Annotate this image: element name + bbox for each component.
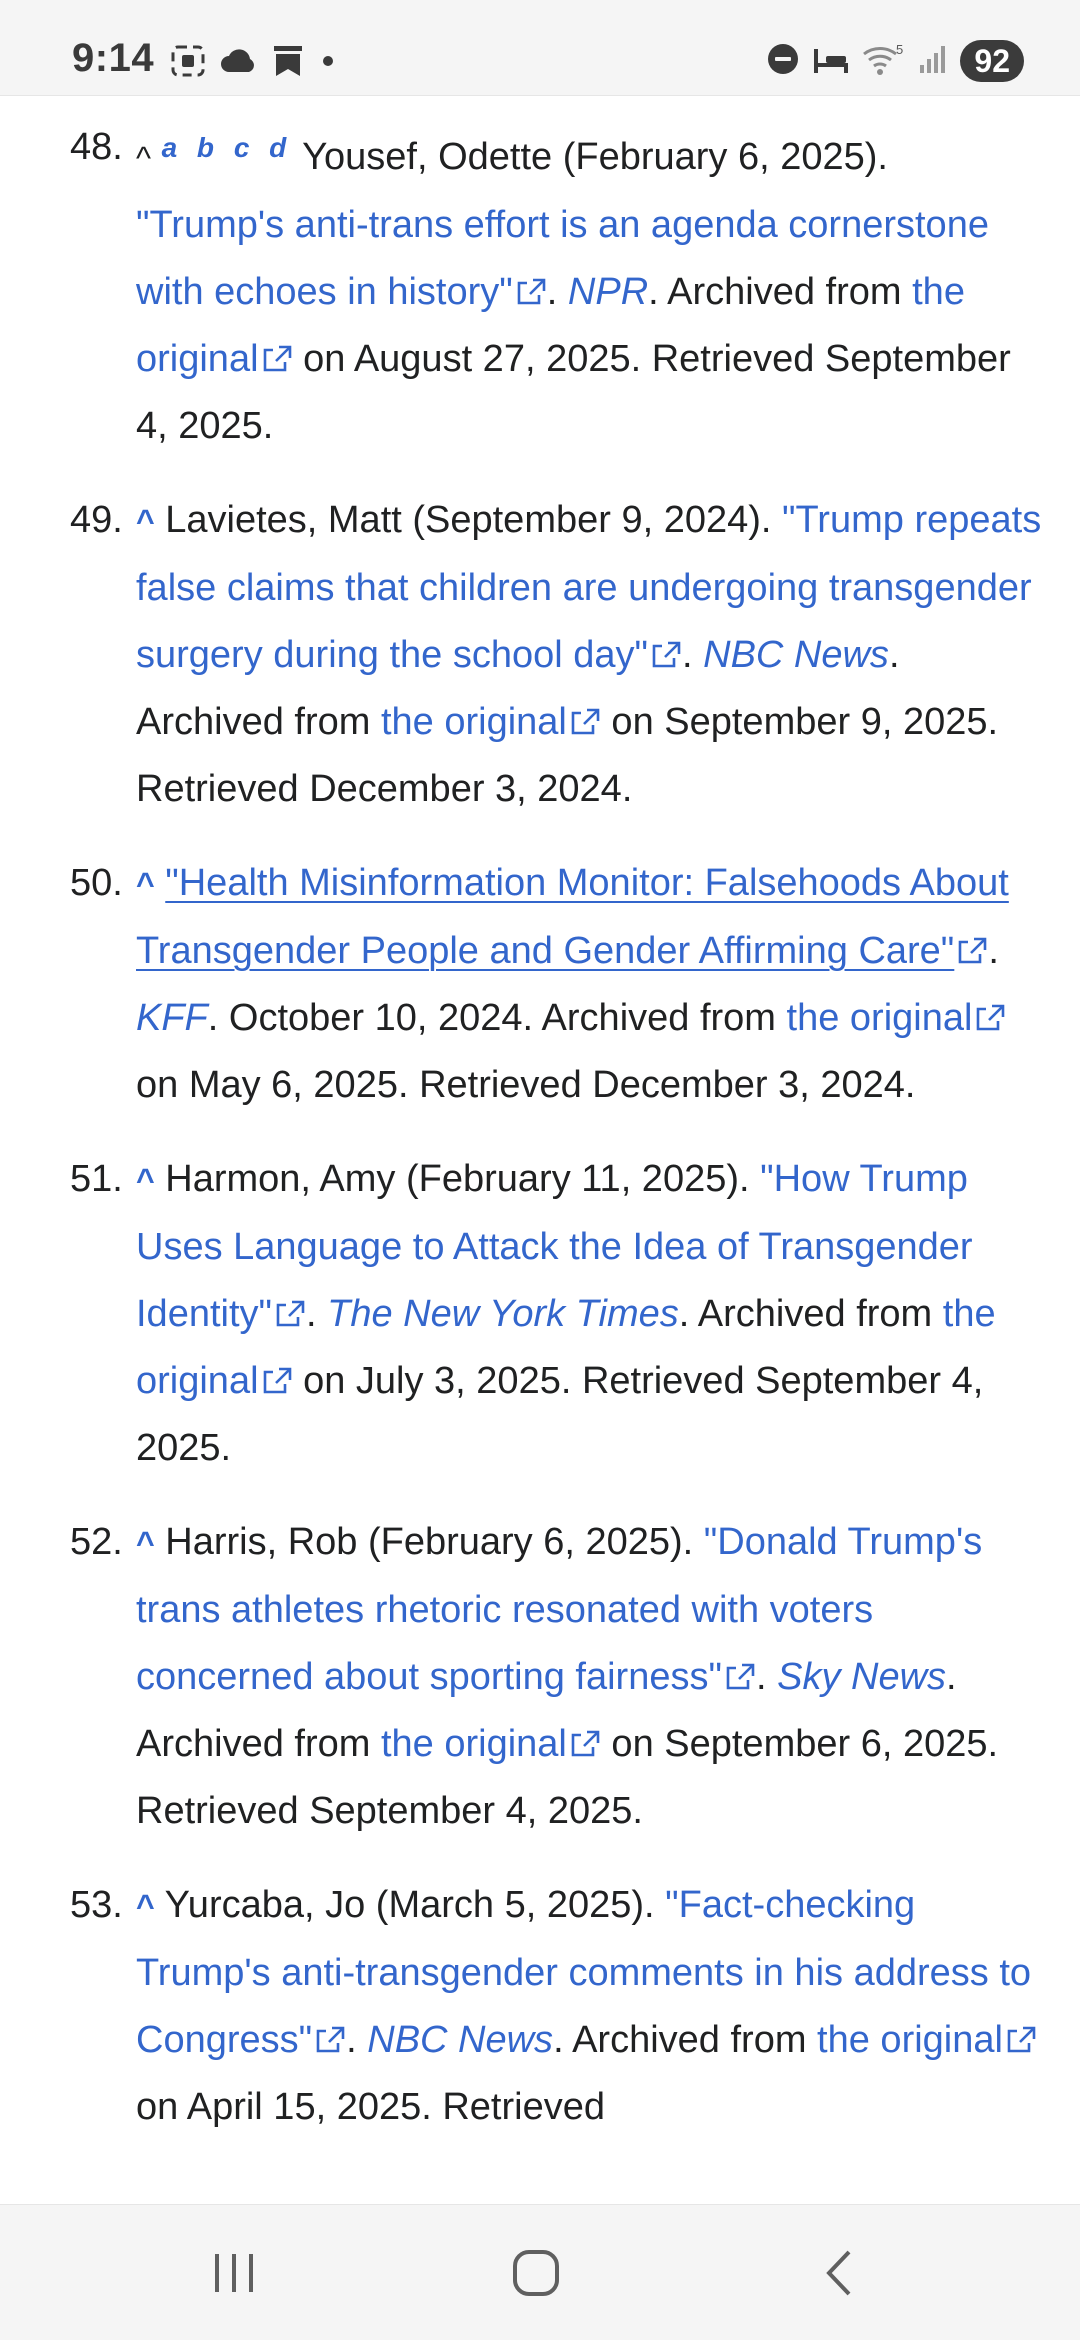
external-link-icon [316, 2025, 346, 2055]
external-link-icon [263, 344, 293, 374]
backlink-caret[interactable]: ^ [136, 1888, 155, 1924]
reference-title-link[interactable]: "Trump's anti-trans effort is an agenda cornerstone with echoes in history" [136, 204, 989, 313]
reference-publisher[interactable]: NPR [567, 271, 649, 313]
reference-author-date: Lavietes, Matt (September 9, 2024). [165, 499, 783, 541]
reference-number: 53. [70, 1884, 123, 1926]
status-left-icons [170, 44, 338, 83]
reference-item [0, 1146, 1080, 1482]
original-link[interactable]: the original [380, 701, 567, 743]
reference-archive-text: . Archived from [678, 1293, 943, 1335]
backlink-caret[interactable]: ^ [136, 1162, 155, 1198]
reference-number: 49. [70, 499, 123, 541]
original-link[interactable]: the original [136, 1293, 996, 1402]
references-content[interactable] [0, 96, 1080, 2204]
battery-indicator: 92 [960, 40, 1024, 82]
reference-item [0, 1509, 1080, 1845]
reference-title-link[interactable]: "How Trump Uses Language to Attack the Idea of Transgender Identity" [136, 1158, 973, 1335]
reference-item [0, 1872, 1080, 2141]
reference-number: 51. [70, 1158, 123, 1200]
reference-archive-text: . Archived from [553, 2019, 818, 2061]
references-list [0, 114, 1080, 2141]
reference-publisher[interactable]: NBC News [367, 2019, 554, 2061]
external-link-icon [263, 1366, 293, 1396]
reference-tail: on August 27, 2025. Retrieved September 4, 2025. [136, 338, 1011, 447]
reference-author-date: Harmon, Amy (February 11, 2025). [165, 1158, 761, 1200]
reference-archive-text: . Archived from [648, 271, 913, 313]
back-button[interactable] [810, 2243, 870, 2303]
reference-item [0, 487, 1080, 823]
external-link-icon [976, 1003, 1006, 1033]
reference-publisher[interactable]: The New York Times [327, 1293, 679, 1335]
reference-archive-text: . Archived from [136, 634, 900, 743]
reference-separator: . [755, 1656, 778, 1698]
reference-item [0, 850, 1080, 1119]
reference-title-link[interactable]: "Fact-checking Trump's anti-transgender comments in his address to Congress" [136, 1884, 1032, 2061]
reference-separator: . [988, 930, 999, 972]
backlink-caret[interactable]: ^ [136, 866, 155, 902]
status-time: 9:14 [72, 36, 155, 80]
dot-icon [318, 51, 338, 76]
reference-tail: on July 3, 2025. Retrieved September 4, 2025. [136, 1360, 984, 1469]
bookmark-icon [272, 44, 304, 83]
cloud-icon [220, 48, 258, 79]
home-button[interactable] [506, 2243, 566, 2303]
backlink-caret[interactable]: ^ [136, 1525, 155, 1561]
reference-author-date: Yousef, Odette (February 6, 2025). [302, 136, 888, 178]
back-icon [815, 2248, 865, 2298]
wifi-label: 5 [896, 41, 904, 57]
reference-separator: . [346, 2019, 368, 2061]
status-bar [0, 0, 1080, 96]
reference-number: 48. [70, 126, 123, 168]
backlink-caret[interactable]: ^ [136, 503, 155, 539]
external-link-icon [517, 277, 547, 307]
external-link-icon [1007, 2025, 1037, 2055]
backlink-caret: ^ [136, 140, 152, 176]
backlink-letters[interactable]: a b c d [161, 132, 293, 163]
recent-apps-button[interactable] [204, 2243, 264, 2303]
external-link-icon [652, 640, 682, 670]
navigation-bar [0, 2204, 1080, 2340]
external-link-icon [276, 1299, 306, 1329]
recent-apps-icon [209, 2248, 259, 2298]
reference-publisher[interactable]: Sky News [777, 1656, 947, 1698]
original-link[interactable]: the original [786, 997, 973, 1039]
original-link[interactable]: the original [380, 1723, 567, 1765]
reference-number: 50. [70, 862, 123, 904]
reference-separator: . [682, 634, 704, 676]
dnd-icon [766, 42, 800, 81]
signal-icon [918, 43, 948, 80]
screenshot-icon [170, 44, 206, 83]
reference-author-date: Harris, Rob (February 6, 2025). [165, 1521, 704, 1563]
reference-tail: on September 6, 2025. Retrieved September 4, 2025. [136, 1723, 999, 1832]
reference-separator: . [546, 271, 568, 313]
reference-separator: . [306, 1293, 328, 1335]
original-link[interactable]: the original [136, 271, 965, 380]
reference-archive-text: . Archived from [136, 1656, 957, 1765]
reference-title-link[interactable]: "Donald Trump's trans athletes rhetoric resonated with voters concerned about sporting fairness" [136, 1521, 983, 1698]
reference-number: 52. [70, 1521, 123, 1563]
reference-title-link[interactable]: "Health Misinformation Monitor: Falsehoods About Transgender People and Gender Affirming Care" [136, 862, 1009, 972]
status-right-icons [766, 40, 1024, 82]
wifi-icon [862, 42, 906, 81]
reference-tail: on September 9, 2025. Retrieved December 3, 2024. [136, 701, 999, 810]
reference-author-date: Yurcaba, Jo (March 5, 2025). [164, 1884, 666, 1926]
reference-tail: on May 6, 2025. Retrieved December 3, 2024. [136, 1064, 916, 1106]
reference-publisher[interactable]: KFF [136, 997, 208, 1039]
external-link-icon [571, 707, 601, 737]
external-link-icon [958, 936, 988, 966]
reference-title-link[interactable]: "Trump repeats false claims that children are undergoing transgender surgery during the school day" [136, 499, 1042, 676]
original-link[interactable]: the original [817, 2019, 1003, 2061]
reference-item [0, 114, 1080, 460]
reference-publisher[interactable]: NBC News [703, 634, 889, 676]
home-icon [510, 2247, 562, 2299]
reference-tail: on April 15, 2025. Retrieved [136, 2086, 605, 2128]
external-link-icon [726, 1662, 756, 1692]
reference-archive-text: . October 10, 2024. Archived from [207, 997, 787, 1039]
external-link-icon [571, 1729, 601, 1759]
sleep-icon [812, 43, 850, 80]
